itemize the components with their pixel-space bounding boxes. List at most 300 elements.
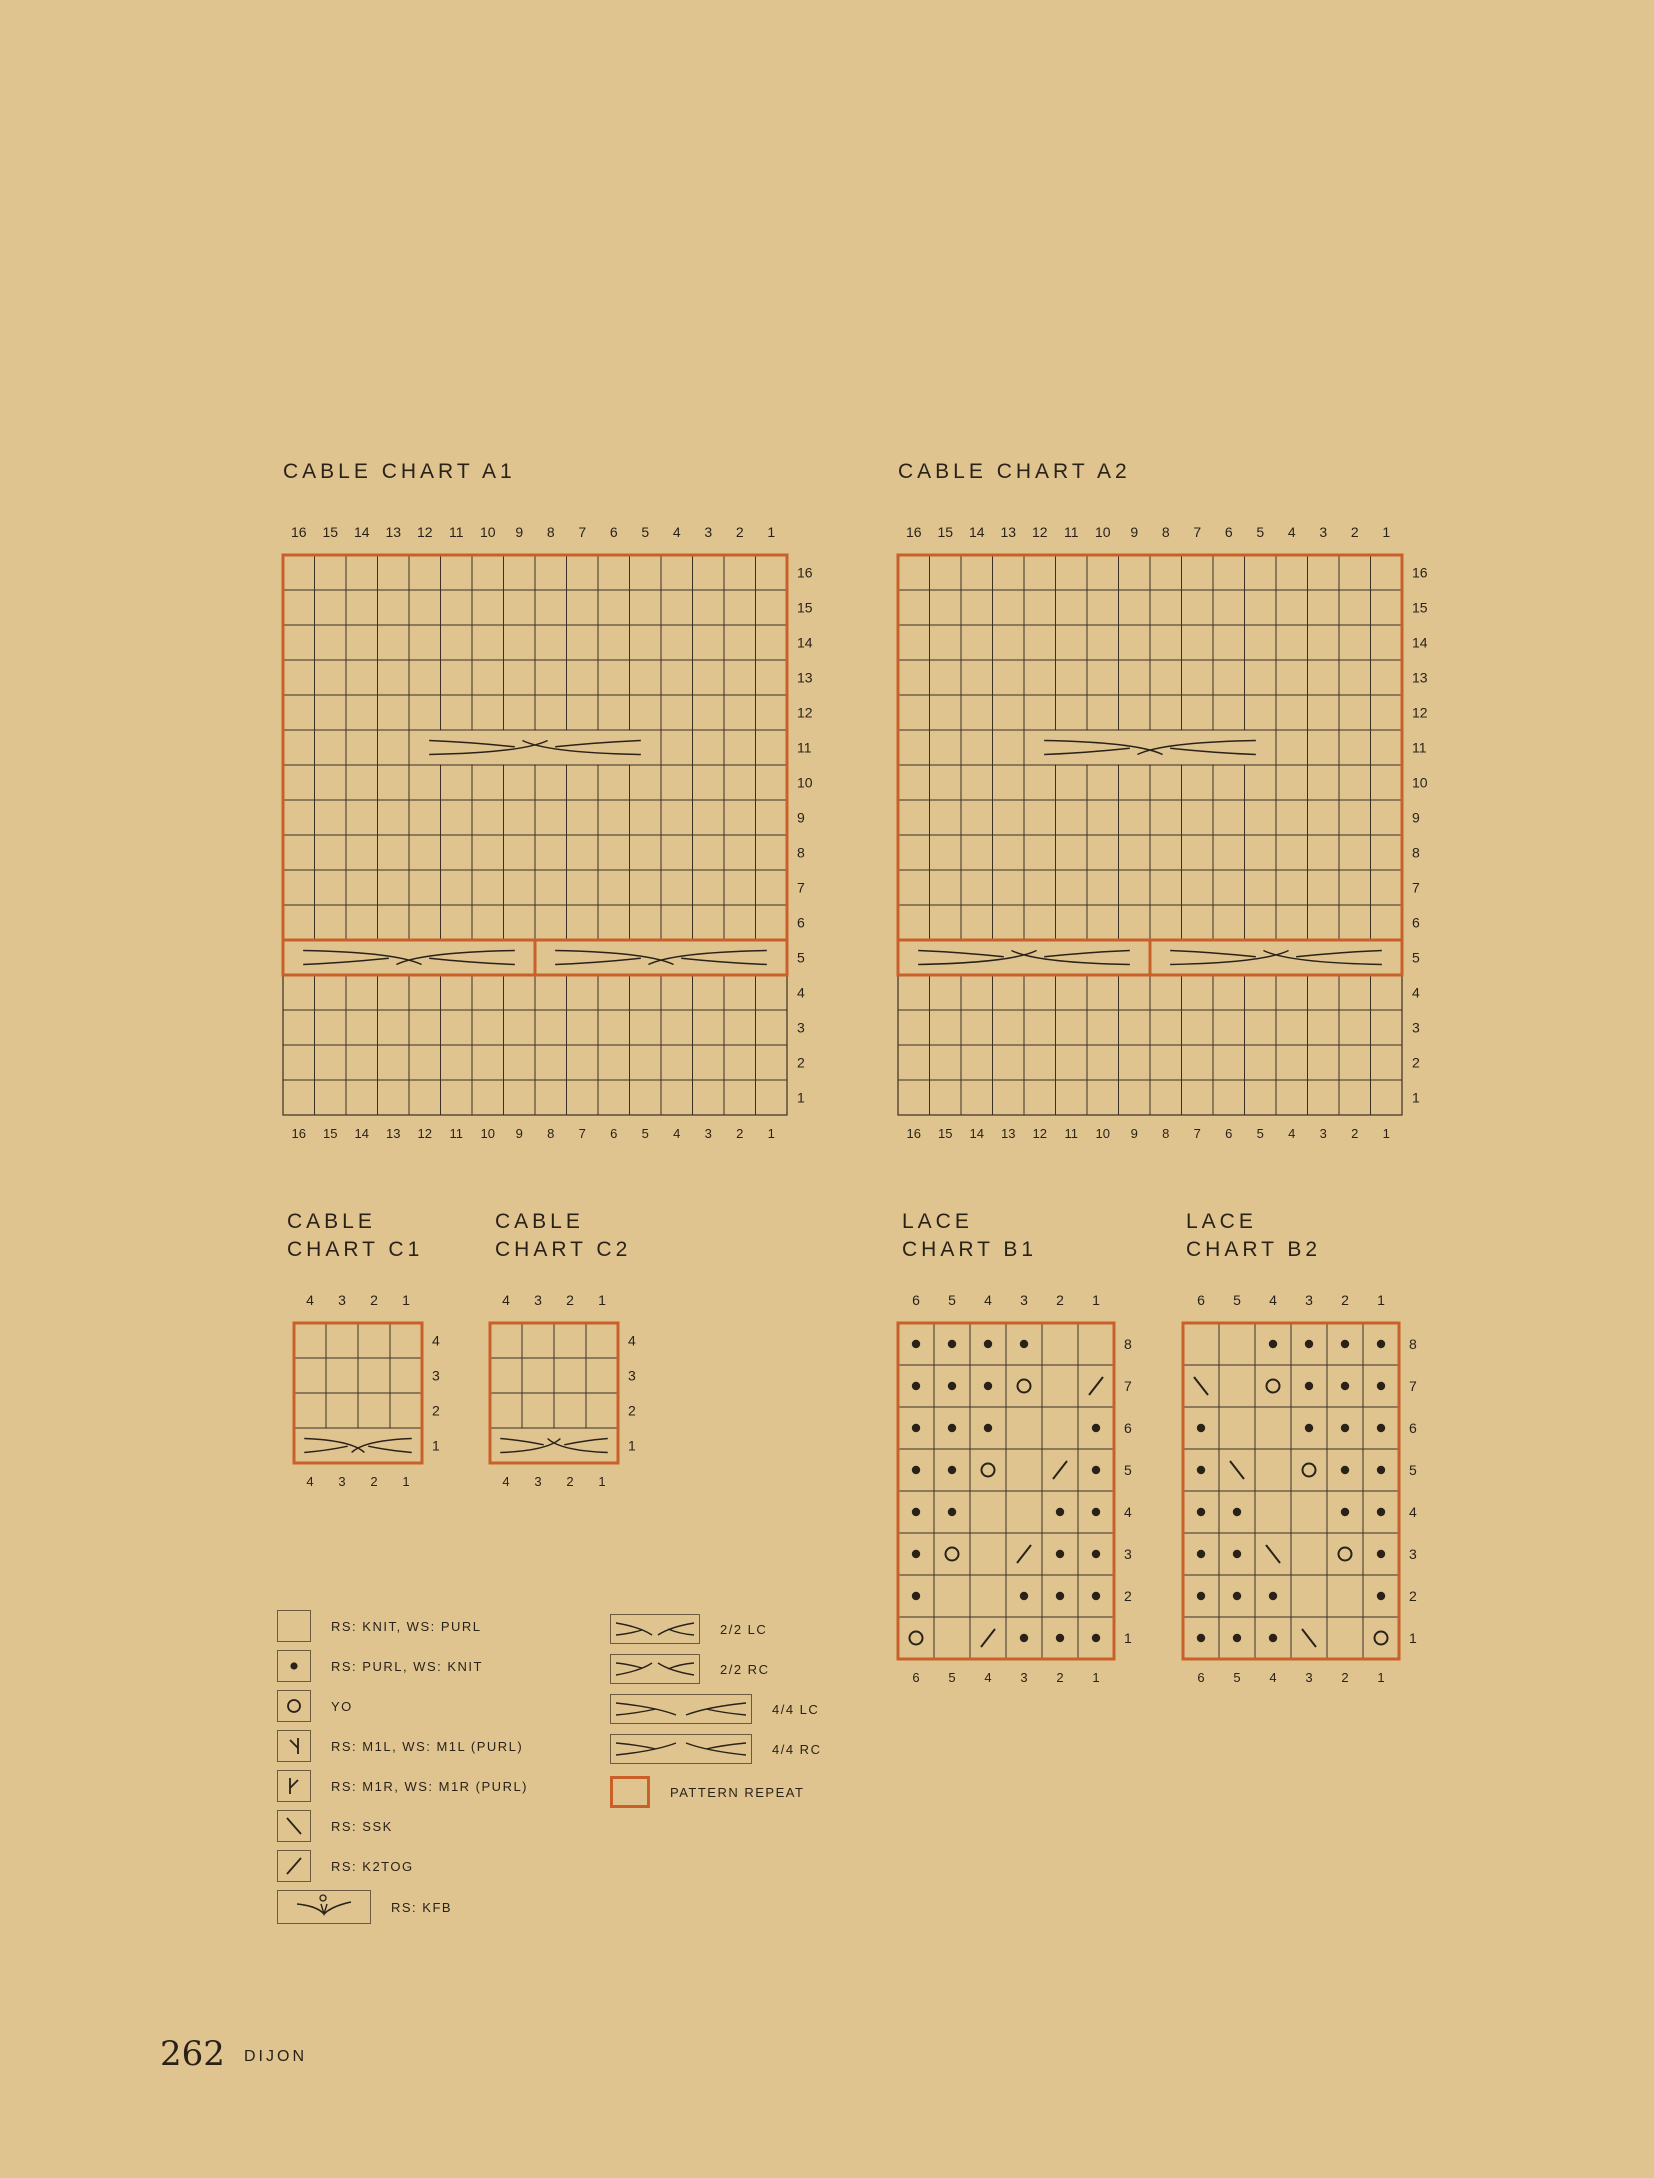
chart-a1-cell [315,835,347,870]
column-number-bottom: 4 [502,1474,510,1489]
chart-a1-cell [283,660,315,695]
chart-a2-cell [1245,765,1277,800]
chart-a1-cell [346,765,378,800]
purl-stitch-mark [912,1424,920,1432]
column-number-top: 1 [767,524,776,540]
chart-c1-cell [326,1393,358,1428]
legend-kfb-label: RS: KFB [391,1899,453,1915]
chart-a1-cell [598,1010,630,1045]
chart-c2-cell [522,1323,554,1358]
chart-a2-cell [1339,905,1371,940]
chart-a2-cell [1308,1045,1340,1080]
chart-a2-cell [1245,1045,1277,1080]
chart-a1-cell [535,1010,567,1045]
chart-a2-cell [1276,905,1308,940]
row-number: 3 [432,1367,440,1384]
chart-a2-cell [1371,870,1403,905]
chart-c2-cell [554,1323,586,1358]
column-number-top: 7 [1193,524,1202,540]
chart-a2-cell [961,625,993,660]
column-number-top: 13 [1000,524,1017,540]
column-number-bottom: 4 [306,1474,314,1489]
chart-a1-cell [756,555,788,590]
chart-a1-cell [535,555,567,590]
chart-a2-cell [1056,870,1088,905]
chart-a1-cell [378,905,410,940]
chart-c2-title-line1: CABLE [495,1210,584,1233]
chart-a2-cell [1087,555,1119,590]
chart-a2-cell [1119,975,1151,1010]
cable-2-2-lc-icon [610,1614,700,1644]
chart-a2-cell [1024,905,1056,940]
purl-stitch-mark [1233,1592,1241,1600]
chart-a2-cell [1182,1010,1214,1045]
chart-a1-cell [724,1045,756,1080]
column-number-top: 15 [937,524,954,540]
chart-b2-cell [1255,1491,1291,1533]
chart-a1-cell [315,1010,347,1045]
chart-a2-cell [1087,625,1119,660]
chart-a1-cell [409,590,441,625]
chart-b1-cell [1006,1407,1042,1449]
column-number-top: 4 [502,1292,510,1308]
column-number-bottom: 11 [449,1126,463,1141]
cable-background [491,1429,618,1463]
chart-a2-cell [1056,1045,1088,1080]
chart-b1-title-line2: CHART B1 [902,1238,1038,1261]
chart-a1-cell [567,765,599,800]
chart-a1-cell [630,765,662,800]
chart-a1-cell [472,800,504,835]
chart-a2-cell [1024,555,1056,590]
row-number: 4 [1124,1504,1132,1520]
column-number-bottom: 4 [673,1126,681,1141]
chart-a1-grid [283,555,787,1115]
chart-a2-cell [930,1045,962,1080]
column-number-bottom: 2 [736,1126,744,1141]
chart-a2-cell [1276,835,1308,870]
legend-yo [277,1690,353,1722]
chart-a2-cell [1087,695,1119,730]
chart-a1-cell [598,905,630,940]
chart-a2-cell [1087,905,1119,940]
cable-background [899,941,1150,975]
purl-stitch-mark [1020,1592,1028,1600]
chart-a1-cell [630,975,662,1010]
legend-k2tog-label: RS: K2TOG [331,1858,414,1874]
chart-a1-cell [693,835,725,870]
column-number-bottom: 7 [1193,1126,1201,1141]
chart-a1-cell [441,625,473,660]
chart-a2-cell [1308,800,1340,835]
chart-b1-cell [970,1491,1006,1533]
chart-b2-cell [1183,1323,1219,1365]
chart-a1-cell [504,590,536,625]
chart-a1-cell [661,835,693,870]
chart-a1-cell [535,975,567,1010]
chart-a1-cell [283,695,315,730]
chart-b1-cell [1006,1491,1042,1533]
row-number: 2 [1409,1588,1417,1604]
chart-a2-cell [1276,660,1308,695]
chart-a1-cell [504,835,536,870]
chart-a2-cell [898,660,930,695]
chart-a2-cell [1339,765,1371,800]
k2tog-mark [981,1629,995,1647]
chart-a2-cell [1339,835,1371,870]
column-number-top: 6 [912,1292,920,1308]
chart-a2-cell [1150,1080,1182,1115]
column-number-top: 10 [479,524,496,540]
chart-c1-cell [326,1358,358,1393]
cable-background [1151,941,1402,975]
chart-a2-cell [1087,590,1119,625]
chart-a1-cell [598,660,630,695]
chart-a2-cell [1371,1045,1403,1080]
chart-a2-cell [1245,905,1277,940]
chart-a1-cell [315,800,347,835]
chart-a1-cell [535,765,567,800]
chart-a2-cell [1024,765,1056,800]
chart-a2-cell [993,1080,1025,1115]
chart-a1-cell [504,660,536,695]
chart-c2-cell [554,1393,586,1428]
legend-2-2-rc-label: 2/2 RC [720,1661,770,1677]
chart-a2-cell [1339,695,1371,730]
chart-c1-title-line2: CHART C1 [287,1238,424,1261]
chart-a2-cell [1308,590,1340,625]
purl-stitch-mark [1233,1550,1241,1558]
cable-background [284,941,535,975]
chart-c1-grid [294,1323,422,1463]
chart-a2-cell [1024,975,1056,1010]
chart-a2-cell [961,800,993,835]
chart-a2-cell [1245,1010,1277,1045]
purl-stitch-mark [1092,1424,1100,1432]
chart-a1-cell [346,625,378,660]
row-number: 9 [1412,809,1420,826]
chart-a2-cell [961,695,993,730]
chart-a2-cell [1339,1080,1371,1115]
chart-a2-cell [1276,975,1308,1010]
chart-b2-title-line2: CHART B2 [1186,1238,1322,1261]
chart-a2-cell [1245,835,1277,870]
purl-stitch-mark [912,1340,920,1348]
chart-a1-cell [378,1045,410,1080]
chart-a1-cell [693,695,725,730]
chart-c2-cell [490,1393,522,1428]
chart-a2-cell [930,765,962,800]
chart-b2-title-line1: LACE [1186,1210,1257,1233]
chart-a1-cell [630,1010,662,1045]
chart-a1-cell [409,1010,441,1045]
chart-a2-cell [930,870,962,905]
chart-a1-cell [472,695,504,730]
chart-a2-cell [1276,695,1308,730]
chart-b2-cell [1291,1575,1327,1617]
legend-kfb [277,1890,452,1924]
column-number-top: 14 [968,524,985,540]
chart-a2-cell [898,1045,930,1080]
cable-background [295,1429,422,1463]
legend-ssk [277,1810,393,1842]
chart-a2-cell [993,975,1025,1010]
chart-a2-cell [1182,905,1214,940]
chart-a2-cell [1308,555,1340,590]
row-number: 7 [1124,1378,1132,1394]
chart-c1-cell [294,1393,326,1428]
row-number: 16 [1412,564,1428,581]
chart-a2-cell [1150,835,1182,870]
row-number: 1 [1409,1630,1417,1646]
chart-a1-cell [283,1080,315,1115]
chart-a1-cell [441,905,473,940]
chart-a2-cell [1339,625,1371,660]
chart-a2-cell [898,870,930,905]
purl-stitch-mark [1377,1424,1385,1432]
column-number-bottom: 3 [704,1126,712,1141]
chart-a2-cell [993,800,1025,835]
chart-a1-cell [346,905,378,940]
chart-a1-cell [378,660,410,695]
chart-a2-cell [993,590,1025,625]
chart-a2-cell [993,660,1025,695]
chart-a2-cell [898,625,930,660]
chart-a1-cell [756,730,788,765]
chart-a2-cell [1150,905,1182,940]
chart-b1-cell [934,1533,970,1575]
chart-a1-cell [724,1080,756,1115]
chart-a1-cell [504,800,536,835]
purl-stitch-mark [948,1508,956,1516]
chart-a1-cell [409,870,441,905]
column-number-top: 5 [948,1292,956,1308]
chart-a1-cell [661,555,693,590]
column-number-top: 3 [534,1292,542,1308]
chart-a2-cell [1056,1010,1088,1045]
chart-b1-cell [934,1575,970,1617]
row-number: 8 [1409,1336,1417,1352]
chart-a2-cell [1024,1080,1056,1115]
legend-ssk-label: RS: SSK [331,1818,393,1834]
chart-a1-cell [378,730,410,765]
column-number-top: 2 [1056,1292,1064,1308]
row-number: 2 [628,1402,636,1419]
chart-a1-cell [567,555,599,590]
purl-stitch-mark [1197,1508,1205,1516]
chart-a1-cell [724,625,756,660]
row-number: 2 [797,1054,805,1071]
chart-a1-cell [567,1045,599,1080]
chart-a2-cell [1308,765,1340,800]
chart-a1-cell [315,765,347,800]
row-number: 1 [628,1437,636,1454]
chart-a2-cell [1276,800,1308,835]
chart-a1-cell [409,905,441,940]
chart-a2-cell [930,1010,962,1045]
chart-a1-cell [535,1045,567,1080]
chart-a1-cell [535,590,567,625]
chart-a1-cell [567,660,599,695]
chart-a2-cell [898,835,930,870]
chart-a2-cell [1024,870,1056,905]
chart-a1-cell [346,730,378,765]
chart-a2-cell [898,800,930,835]
purl-stitch-mark [948,1466,956,1474]
chart-a2-cell [961,590,993,625]
chart-a2-cell [961,555,993,590]
chart-a1-cell [472,870,504,905]
chart-a2-cell [993,835,1025,870]
purl-stitch-mark [1305,1382,1313,1390]
chart-a1-cell [630,660,662,695]
chart-a2-cell [898,1080,930,1115]
ssk-symbol-icon [277,1810,311,1842]
row-number: 3 [1124,1546,1132,1562]
chart-a1-cell [315,695,347,730]
chart-a2-cell [930,660,962,695]
row-number: 12 [1412,704,1428,721]
chart-a1-cell [630,590,662,625]
row-number: 12 [797,704,813,721]
chart-a2-cell [1276,1080,1308,1115]
column-number-bottom: 13 [1001,1126,1016,1141]
column-number-bottom: 6 [912,1670,920,1685]
chart-a2-cell [1245,555,1277,590]
yarn-over-mark [910,1632,923,1645]
chart-a2-cell [1087,870,1119,905]
chart-a1-cell [693,1080,725,1115]
chart-a2-cell [1308,660,1340,695]
row-number: 7 [797,879,805,896]
chart-b2-cell [1255,1407,1291,1449]
chart-a2-cell [993,1010,1025,1045]
row-number: 3 [628,1367,636,1384]
chart-a2-cell [1371,555,1403,590]
row-number: 3 [797,1019,805,1036]
column-number-top: 8 [546,524,555,540]
chart-a1-cell [724,905,756,940]
chart-a2-cell [1182,835,1214,870]
chart-b1-cell [1042,1365,1078,1407]
legend-m1l [277,1730,523,1762]
chart-a2-cell [1056,835,1088,870]
row-number: 3 [1409,1546,1417,1562]
chart-a2-cell [1245,800,1277,835]
chart-b1-grid [898,1323,1114,1659]
purl-stitch-mark [1092,1550,1100,1558]
chart-a1-cell [472,625,504,660]
chart-a2-cell [1371,1080,1403,1115]
chart-a1-cell [441,1045,473,1080]
column-number-top: 4 [1269,1292,1277,1308]
purl-stitch-mark [1197,1634,1205,1642]
chart-a1-cell [567,695,599,730]
column-number-top: 13 [385,524,402,540]
chart-a1-cell [315,975,347,1010]
chart-a1-cell [409,660,441,695]
chart-a1-cell [315,870,347,905]
chart-a2-cell [898,1010,930,1045]
purl-stitch-mark [1377,1550,1385,1558]
chart-a1-cell [441,870,473,905]
row-number: 9 [797,809,805,826]
chart-a1-cell [472,905,504,940]
row-number: 15 [1412,599,1428,616]
chart-a1-cell [598,870,630,905]
chart-a2-cell [1213,870,1245,905]
chart-a1-cell [472,1045,504,1080]
column-number-bottom: 5 [948,1670,956,1685]
column-number-bottom: 1 [598,1474,606,1489]
cable-background [1025,731,1276,765]
chart-a1-cell [409,800,441,835]
yarn-over-mark [1339,1548,1352,1561]
chart-a2-cell [930,835,962,870]
chart-a2-cell [961,1045,993,1080]
chart-a2-cell [1119,1080,1151,1115]
chart-a2-cell [1276,870,1308,905]
chart-a2-cell [961,975,993,1010]
chart-a1-cell [346,1045,378,1080]
purl-stitch-mark [1341,1424,1349,1432]
row-number: 6 [1412,914,1420,931]
chart-a1-cell [661,905,693,940]
chart-a2-cell [1150,870,1182,905]
chart-a1-cell [346,835,378,870]
legend-pattern-repeat [610,1776,804,1808]
chart-a2-cell [1245,625,1277,660]
chart-a2-cell [1371,975,1403,1010]
chart-a2-cell [993,765,1025,800]
column-number-top: 1 [598,1292,606,1308]
chart-a1-cell [693,1045,725,1080]
chart-a2-cell [1213,555,1245,590]
chart-a2-cell [1213,765,1245,800]
chart-a1-cell [315,590,347,625]
chart-a1-cell [409,975,441,1010]
column-number-bottom: 16 [291,1126,306,1141]
chart-a1-cell [756,625,788,660]
chart-a1-cell [472,1010,504,1045]
chart-a2-cell [1182,625,1214,660]
column-number-top: 5 [1256,524,1265,540]
chart-a1-cell [472,660,504,695]
chart-c2-cell [586,1393,618,1428]
chart-a2-cell [1119,695,1151,730]
chart-a1-cell [283,1045,315,1080]
chart-a2-cell [1339,800,1371,835]
column-number-bottom: 14 [969,1126,984,1141]
row-number: 5 [1124,1462,1132,1478]
chart-b2-cell [1219,1323,1255,1365]
chart-a1-cell [661,1010,693,1045]
chart-a2-cell [1119,1010,1151,1045]
chart-a2-cell [961,835,993,870]
purl-stitch-mark [1056,1550,1064,1558]
chart-a1-cell [283,835,315,870]
chart-a1-cell [441,660,473,695]
chart-a1-cell [441,975,473,1010]
chart-a1-cell [567,800,599,835]
k2tog-mark [1089,1377,1103,1395]
pattern-repeat-icon [610,1776,650,1808]
chart-a2-cell [1213,800,1245,835]
column-number-bottom: 1 [1377,1670,1385,1685]
row-number: 1 [432,1437,440,1454]
row-number: 5 [1412,949,1420,966]
chart-a2-cell [1339,730,1371,765]
